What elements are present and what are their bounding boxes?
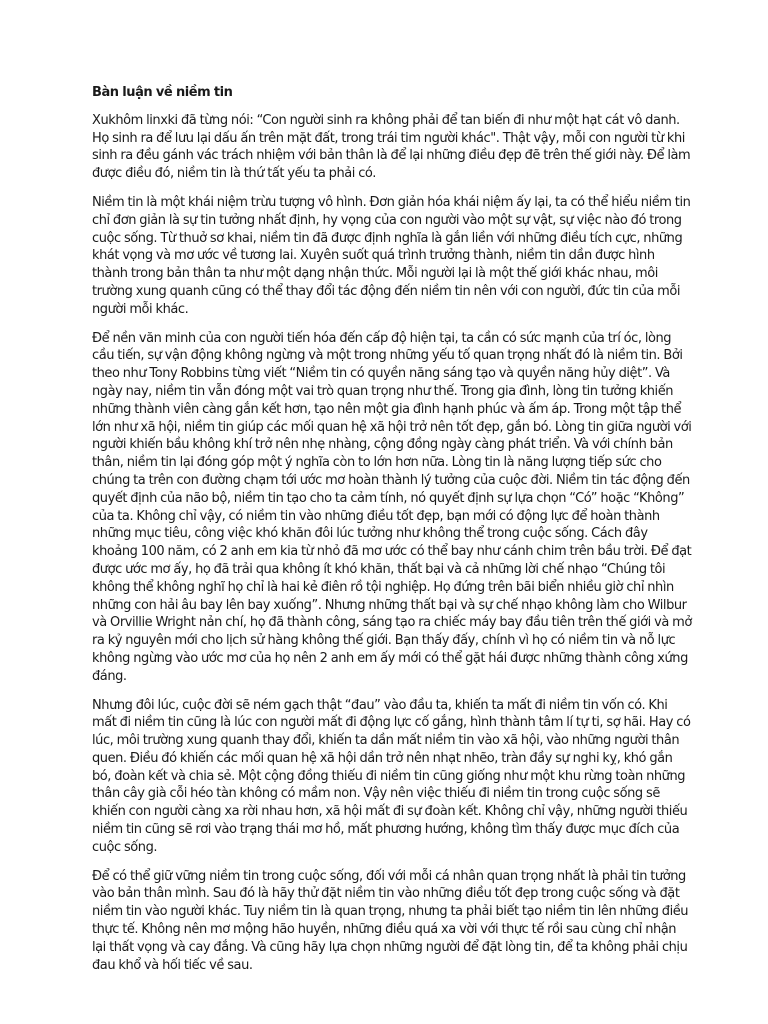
- document-page: [92, 84, 692, 985]
- paragraph-5: Để có thể giữ vững niềm tin trong cuộc sống, đối với mỗi cá nhân quan trọng nhất là phải tin tưởng vào bản thân mình. Sau đó là hãy thử đặt niềm tin vào những điều tốt đẹp trong cuộc sống và đặt niềm tin vào người khác. Tuy niềm tin là quan trọng, nhưng ta phải biết tạo niềm tin lên những điều thực tế. Không nên mơ mộng hão huyền, những điều quá xa vời với thực tế rồi sau cùng chỉ nhận lại thất vọng và cay đắng. Và cũng hãy lựa chọn những người để đặt lòng tin, để ta không phải chịu đau khổ và hối tiếc về sau.: [92, 868, 689, 973]
- document-title: Bàn luận về niềm tin: [92, 85, 233, 100]
- paragraph-3: Để nền văn minh của con người tiến hóa đến cấp độ hiện tại, ta cần có sức mạnh của trí óc, lòng cầu tiến, sự vận động không ngừng và một trong những yếu tố quan trọng nhất đó là niềm tin. Bởi theo như Tony Robbins từng viết “Niềm tin có quyền năng sáng tạo và quyền năng hủy diệt”. Và ngày nay, niềm tin vẫn đóng một vai trò quan trọng như thế. Trong gia đình, lòng tin tưởng khiến những thành viên càng gắn kết hơn, tạo nên một gia đình hạnh phúc và ấm áp. Trong một tập thể lớn như xã hội, niềm tin giúp các mối quan hệ xã hội trở nên tốt đẹp, gắn bó. Lòng tin giữa người với người khiến bầu không khí trở nên nhẹ nhàng, cộng đồng ngày càng phát triển. Và với chính bản thân, niềm tin lại đóng góp một ý nghĩa còn to lớn hơn nữa. Lòng tin là năng lượng tiếp sức cho chúng ta trên con đường chạm tới ước mơ hoàn thành lý tưởng của cuộc đời. Niềm tin tác động đến quyết định của não bộ, niềm tin tạo cho ta cảm tính, nó quyết định sự lựa chọn “Có” hoặc “Không” của ta. Không chỉ vậy, có niềm tin vào những điều tốt đẹp, bạn mới có động lực để hoàn thành những mục tiêu, công việc khó khăn đôi lúc tưởng như không thể trong cuộc sống. Cách đây khoảng 100 năm, có 2 anh em kia từ nhỏ đã mơ ước có thể bay như cánh chim trên bầu trời. Để đạt được ước mơ ấy, họ đã trải qua không ít khó khăn, thất bại và cả những lời chế nhạo “Chúng tôi không thể không nghĩ họ chỉ là hai kẻ điên rồ tội nghiệp. Họ đứng trên bãi biển nhiều giờ chỉ nhìn những con hải âu bay lên bay xuống”. Nhưng những thất bại và sự chế nhạo không làm cho Wilbur và Orvillie Wright nản chí, họ đã thành công, sáng tạo ra chiếc máy bay đầu tiên trên thế giới và mở ra kỷ nguyên mới cho lịch sử hàng không thế giới. Bạn thấy đấy, chính vì họ có niềm tin và nỗ lực không ngừng vào ước mơ của họ nên 2 anh em ấy mới có thể gặt hái được những thành công xứng đáng.: [92, 330, 692, 684]
- paragraph-2: Niềm tin là một khái niệm trừu tượng vô hình. Đơn giản hóa khái niệm ấy lại, ta có thể hiểu niềm tin chỉ đơn giản là sự tin tưởng nhất định, hy vọng của con người vào một sự vật, sự việc nào đó trong cuộc sống. Từ thuở sơ khai, niềm tin đã được định nghĩa là gắn liền với những điều tích cực, những khát vọng và mơ ước về tương lai. Xuyên suốt quá trình trưởng thành, niềm tin dần được hình thành trong bản thân ta như một dạng nhận thức. Mỗi người lại là một thế giới khác nhau, môi trường xung quanh cũng có thể thay đổi tác động đến niềm tin nên với con người, đức tin của mỗi người mỗi khác.: [92, 194, 691, 317]
- paragraph-4: Nhưng đôi lúc, cuộc đời sẽ ném gạch thật “đau” vào đầu ta, khiến ta mất đi niềm tin vốn có. Khi mất đi niềm tin cũng là lúc con người mất đi động lực cố gắng, hình thành tâm lí tự ti, sợ hãi. Hay có lúc, môi trường xung quanh thay đổi, khiến ta dần mất niềm tin vào xã hội, vào những người thân quen. Điều đó khiến các mối quan hệ xã hội dần trở nên nhạt nhẽo, tràn đầy sự nghi kỵ, khó gắn bó, đoàn kết và chia sẻ. Một cộng đồng thiếu đi niềm tin cũng giống như một khu rừng toàn những thân cây già cỗi héo tàn không có mầm non. Vậy nên việc thiếu đi niềm tin trong cuộc sống sẽ khiến con người càng xa rời nhau hơn, xã hội mất đi sự đoàn kết. Không chỉ vậy, những người thiếu niềm tin cũng sẽ rơi vào trạng thái mơ hồ, mất phương hướng, không tìm thấy được mục đích của cuộc sống.: [92, 697, 691, 855]
- paragraph-1: Xukhôm linxki đã từng nói: “Con người sinh ra không phải để tan biến đi như một hạt cát vô danh. Họ sinh ra để lưu lại dấu ấn trên mặt đất, trong trái tim người khác". Thật vậy, mỗi con người từ khi sinh ra đều gánh vác trách nhiệm với bản thân là để lại những điều đẹp đẽ trên thế giới này. Để làm được điều đó, niềm tin là thứ tất yếu ta phải có.: [92, 112, 691, 182]
